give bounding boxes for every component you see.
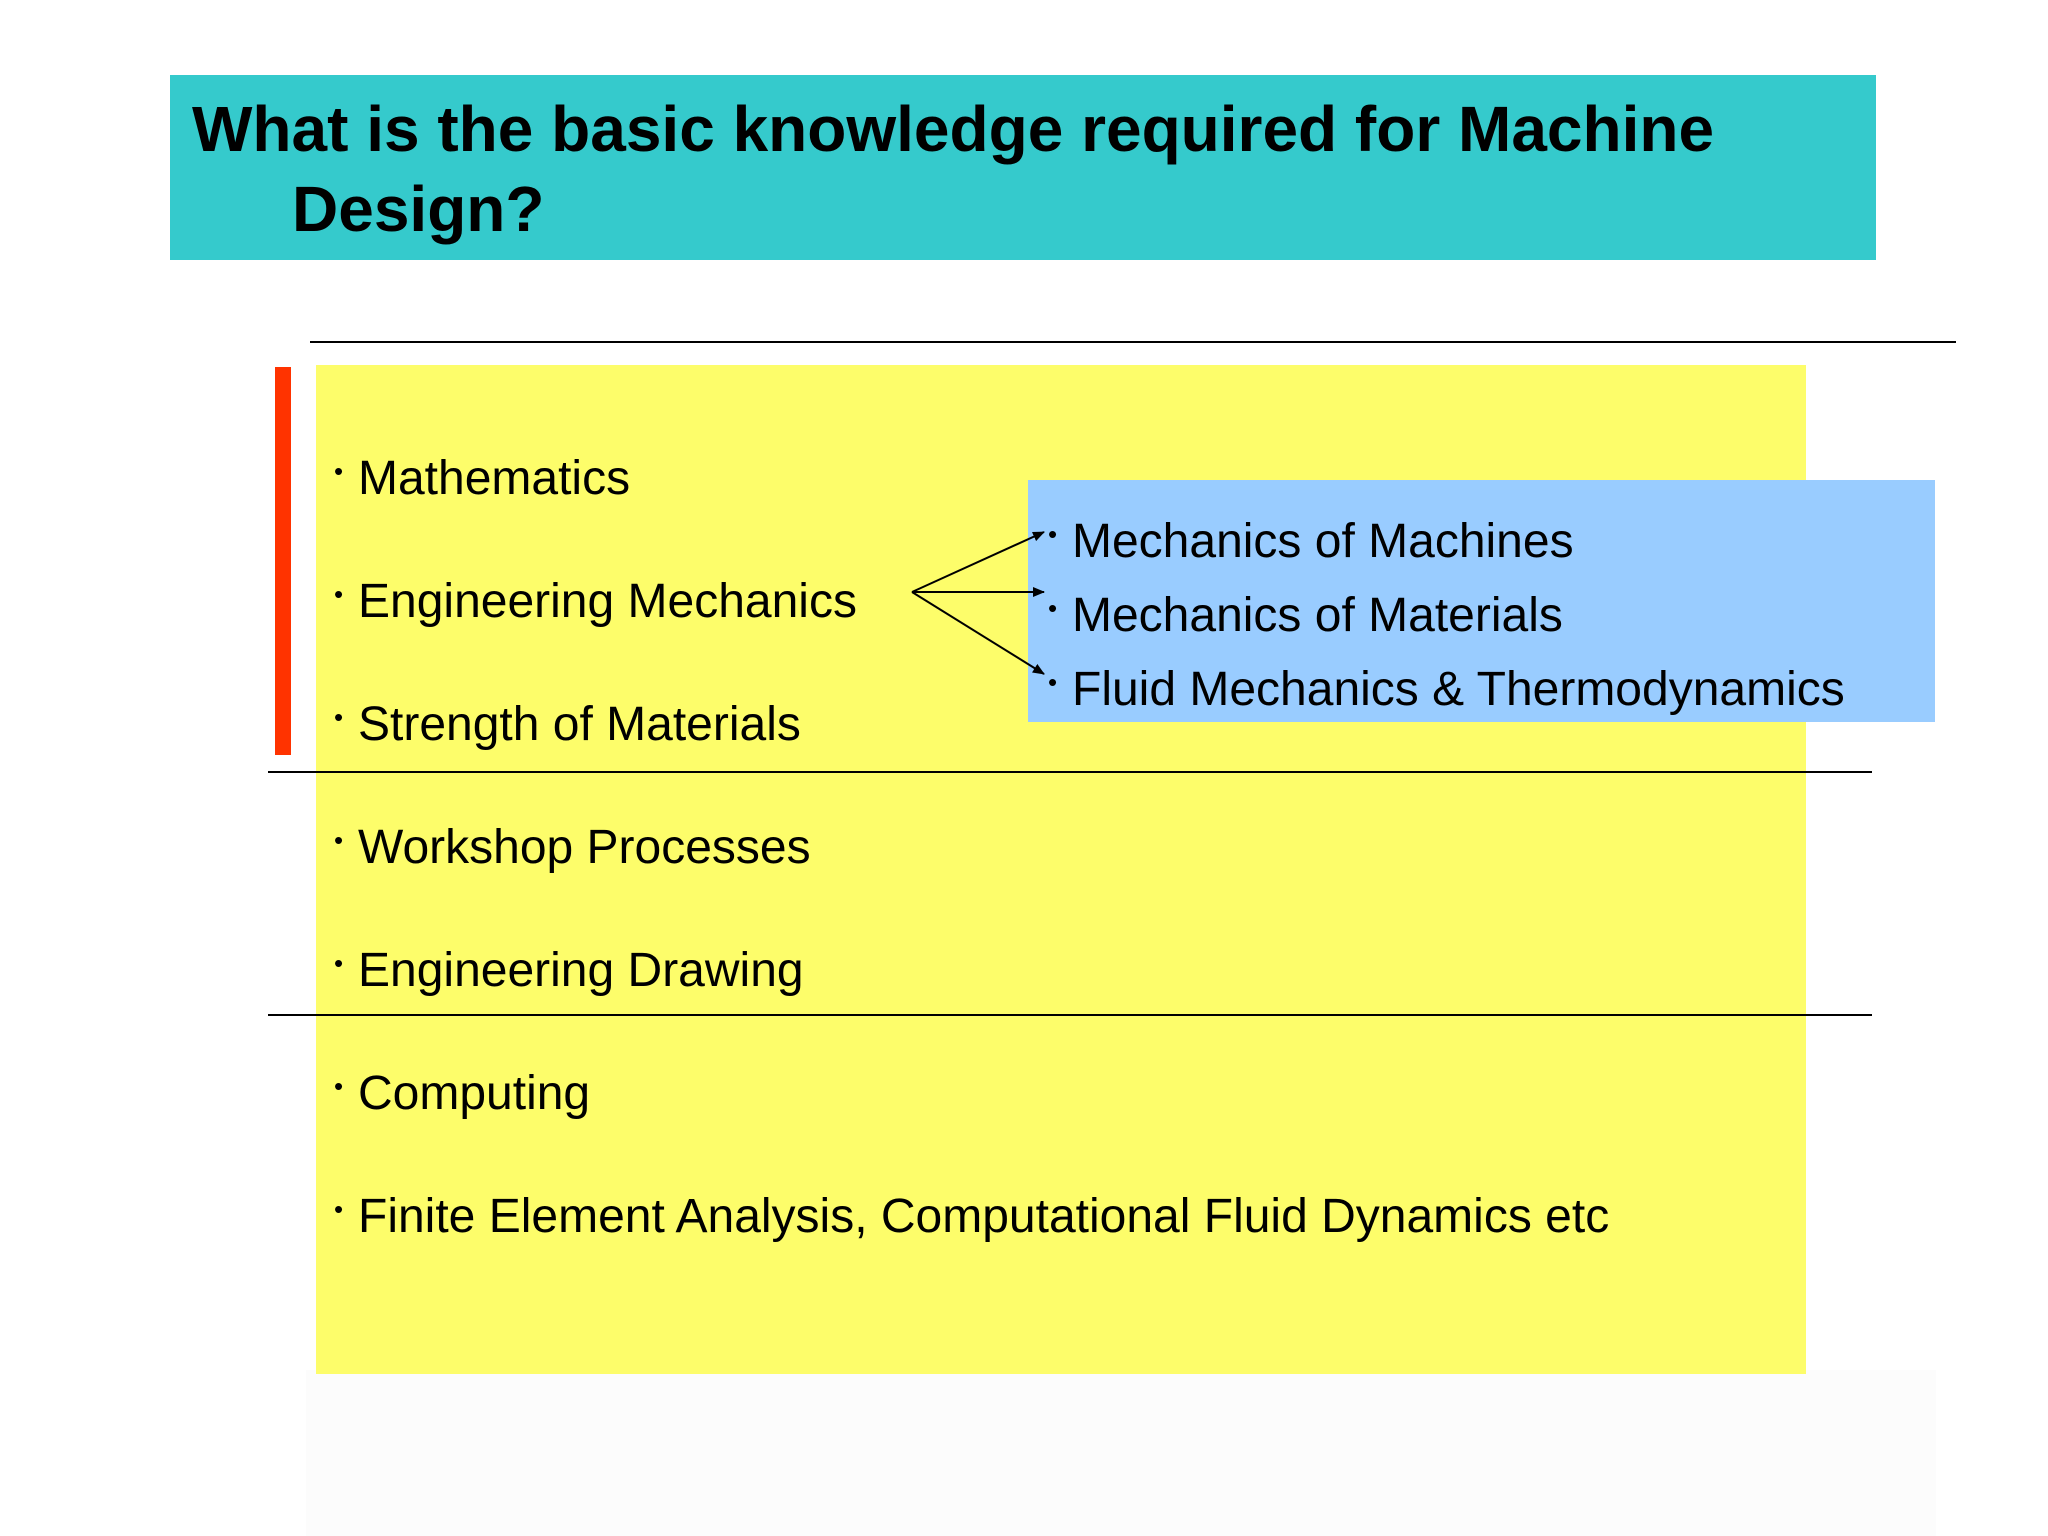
bullet: • [334, 579, 344, 609]
bullet: • [334, 1071, 344, 1101]
sub-item-label: Mechanics of Machines [1072, 515, 1574, 568]
section-divider-2 [268, 1014, 1872, 1016]
list-item-label: Engineering Drawing [358, 944, 804, 997]
section-divider-1 [268, 771, 1872, 773]
bullet: • [334, 456, 344, 486]
sub-item-fluid-mechanics [1048, 654, 1845, 718]
list-item-label: Computing [358, 1067, 591, 1120]
accent-bar [275, 367, 291, 755]
top-divider [310, 341, 1956, 343]
sub-item-label: Mechanics of Materials [1072, 589, 1563, 642]
list-item-label: Workshop Processes [358, 821, 811, 874]
list-item-workshop-processes [334, 812, 811, 876]
sub-item-mechanics-of-machines [1048, 506, 1574, 570]
list-item-label: Mathematics [358, 452, 631, 505]
list-item-computing [334, 1058, 590, 1122]
sub-item-label: Fluid Mechanics & Thermodynamics [1072, 663, 1845, 716]
bullet: • [334, 948, 344, 978]
slide-title: What is the basic knowledge required for Machine Design? [192, 93, 1715, 245]
bullet: • [334, 1194, 344, 1224]
list-item-label: Engineering Mechanics [358, 575, 857, 628]
bullet: • [1048, 667, 1058, 697]
bullet: • [1048, 593, 1058, 623]
sub-item-mechanics-of-materials [1048, 580, 1563, 644]
list-item-engineering-drawing [334, 935, 804, 999]
bullet: • [334, 825, 344, 855]
list-item-fea-cfd [334, 1181, 1609, 1245]
bullet: • [1048, 519, 1058, 549]
list-item-label: Finite Element Analysis, Computational Fluid Dynamics etc [358, 1190, 1610, 1243]
list-item-label: Strength of Materials [358, 698, 801, 751]
list-item-mathematics [334, 443, 630, 507]
title-banner [170, 75, 1876, 260]
lower-shade [306, 1370, 1936, 1536]
bullet: • [334, 702, 344, 732]
list-item-engineering-mechanics [334, 566, 857, 630]
list-item-strength-of-materials [334, 689, 801, 753]
